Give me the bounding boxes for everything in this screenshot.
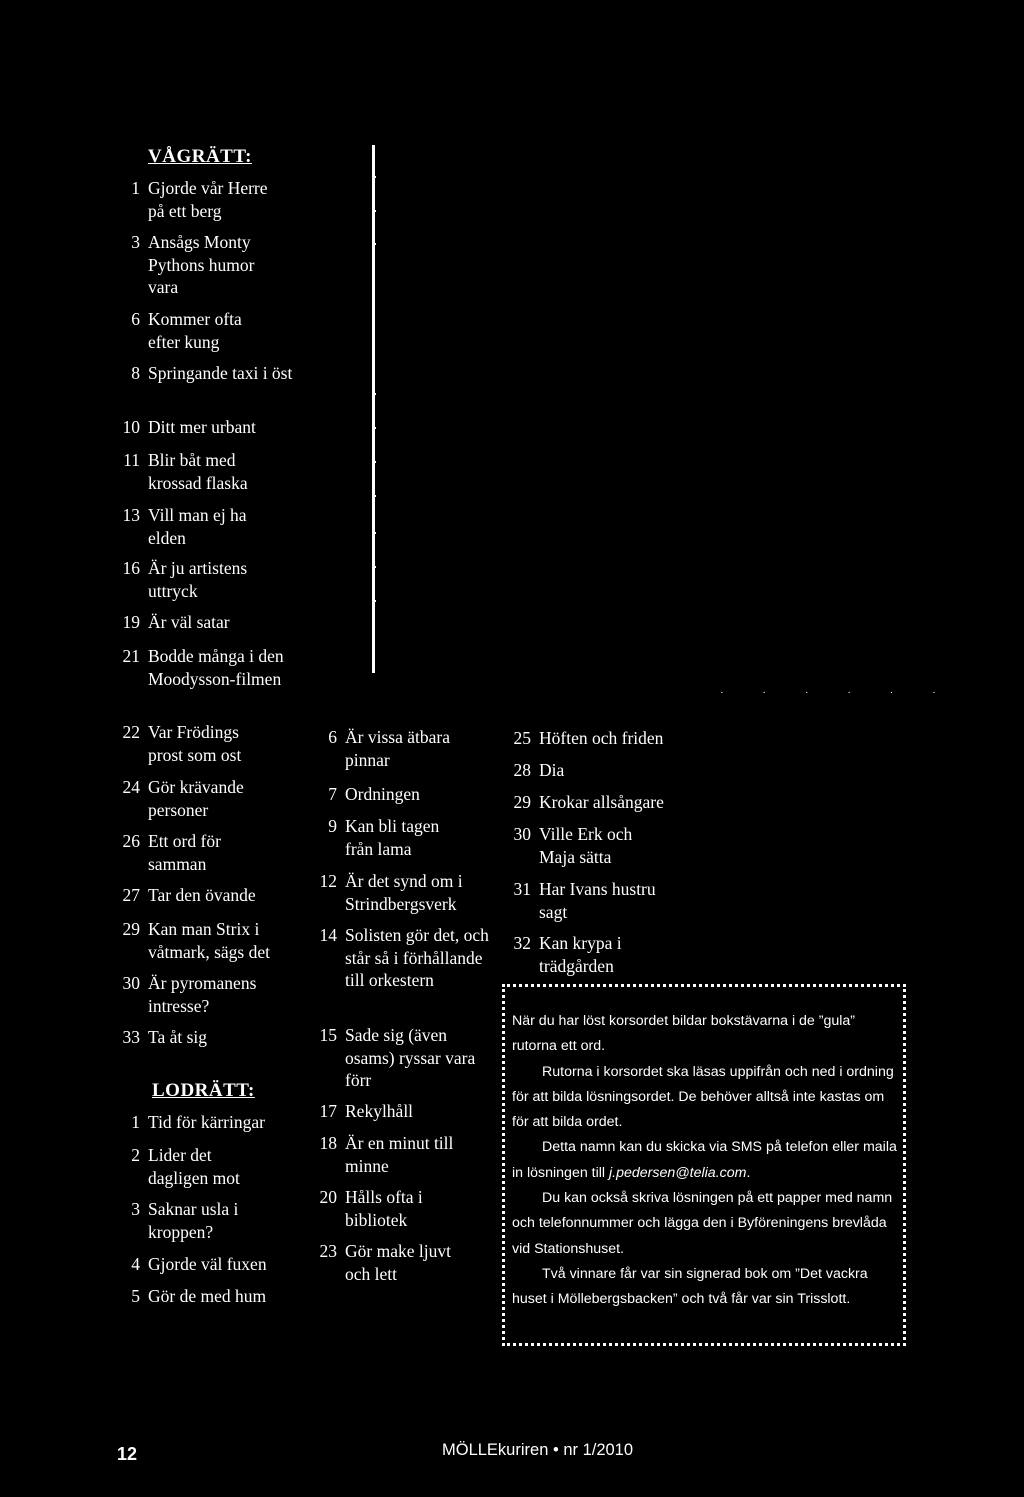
grid-tick (372, 176, 376, 178)
grid-tick (372, 495, 376, 497)
grid-tick (372, 600, 376, 602)
solution-info-box (502, 984, 906, 1346)
info-paragraph-5: Två vinnare får var sin signerad bok om ”Det vackra huset i Möllebergsbacken” och två får var sin Trisslott. (512, 1265, 868, 1308)
grid-tick (372, 532, 376, 534)
grid-tick (372, 566, 376, 568)
page-number: 12 (117, 1444, 138, 1464)
publication-name: MÖLLEkuriren • nr 1/2010 (442, 1441, 634, 1459)
email-link[interactable]: j.pedersen@telia.com (609, 1164, 747, 1181)
info-paragraph-3: Detta namn kan du skicka via SMS på telefon eller maila in lösningen till j.pedersen@telia.com. (512, 1139, 897, 1181)
down-heading: LODRÄTT: (152, 1080, 255, 1101)
info-paragraph-2: Rutorna i korsordet ska läsas uppifrån och ned i ordning för att bilda lösningsordet. De behöver alltså inte kastas om för att bilda ordet. (512, 1063, 894, 1131)
info-paragraph-1: När du har löst korsordet bildar bokstävarna i de ”gula” rutorna ett ord. (512, 1013, 856, 1055)
grid-edge-line (372, 145, 375, 673)
grid-tick (372, 210, 376, 212)
info-paragraph-4: Du kan också skriva lösningen på ett papper med namn och telefonnummer och lägga den i Byföreningens brevlåda vid Stationshuset. (512, 1190, 893, 1257)
grid-tick (372, 461, 376, 463)
grid-bottom-dots: ˙ ˙ ˙ ˙ ˙ ˙ (720, 690, 954, 702)
grid-tick (372, 243, 376, 245)
grid-tick (372, 427, 376, 429)
across-heading: VÅGRÄTT: (148, 146, 252, 167)
grid-tick (372, 393, 376, 395)
